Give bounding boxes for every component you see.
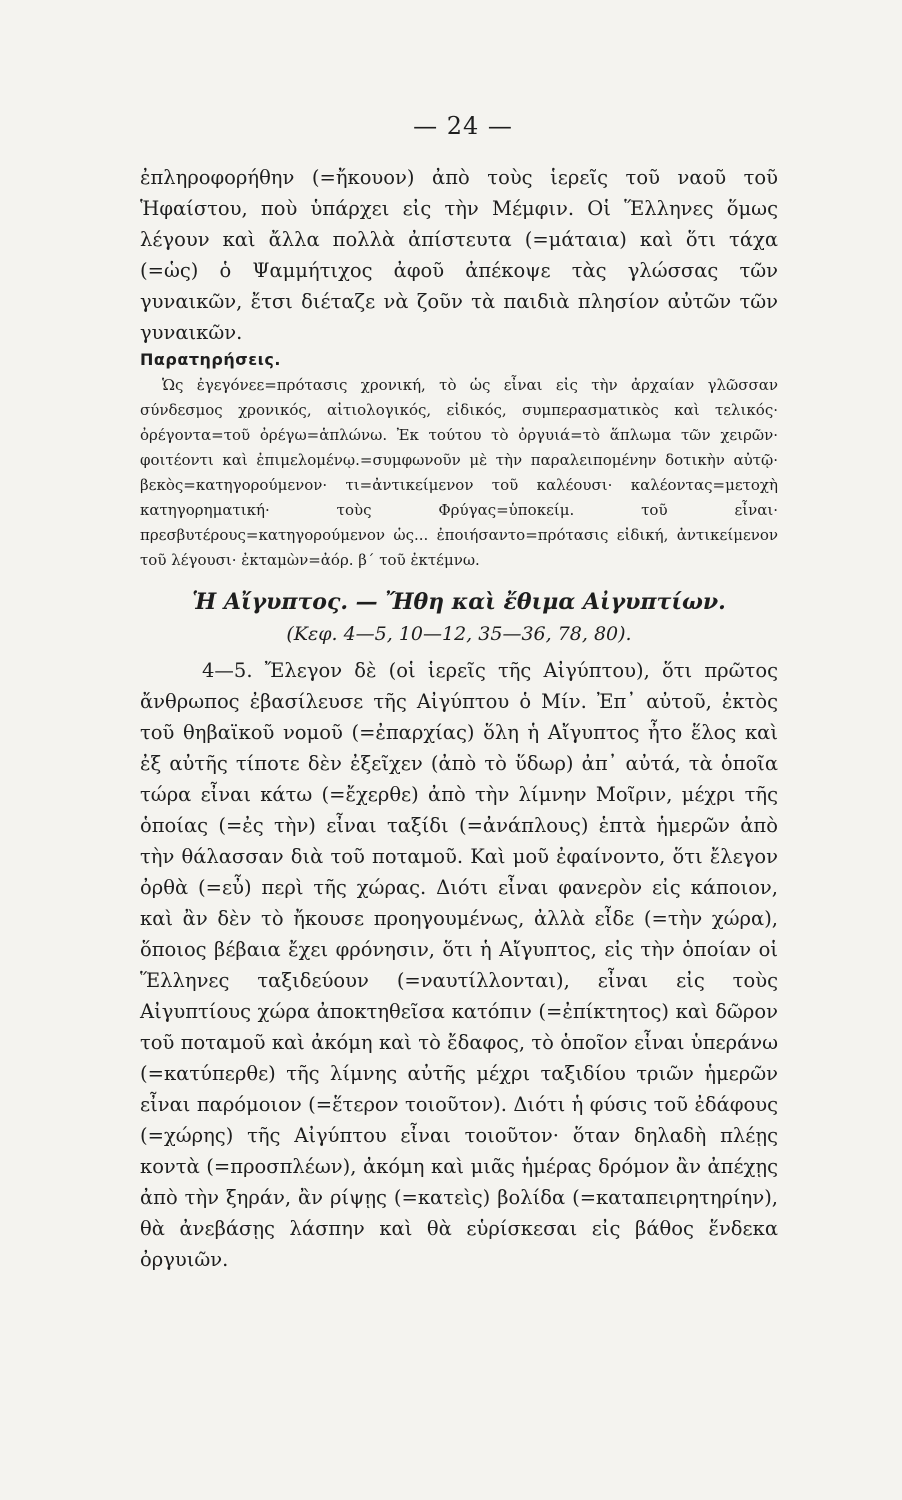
- section-subtitle: (Κεφ. 4—5, 10—12, 35—36, 78, 80).: [286, 623, 632, 645]
- notes-heading: Παρατηρήσεις.: [140, 350, 281, 369]
- page-number: — 24 —: [413, 112, 513, 140]
- book-page: [140, 112, 778, 1275]
- notes-text: Ὡς ἐγεγόνεε=πρότασις χρονική, τὸ ὡς εἶναι εἰς τὴν ἀρχαίαν γλῶσσαν σύνδεσμος χρονικός, αἰτιολογικός, εἰδικός, συμπερασματικὸς καὶ τελικός· ὀρέγοντα=τοῦ ὀρέγω=ἁπλώνω. Ἐκ τούτου τὸ ὀργυιά=τὸ ἅπλωμα τῶν χειρῶν· φοιτέοντι καὶ ἐπιμελομένῳ.=συμφωνοῦν μὲ τὴν παραλειπομένην δοτικὴν αὐτῷ· βεκὸς=κατηγορούμενον· τι=ἀντικείμενον τοῦ καλέουσι· καλέοντας=μετοχὴ κατηγορηματική· τοὺς Φρύγας=ὑποκείμ. τοῦ εἶναι· πρεσβυτέρους=κατηγορούμενον ὡς... ἐποιήσαντο=πρότασις εἰδική, ἀντικείμενον τοῦ λέγουσι· ἐκταμὼν=ἀόρ. β΄ τοῦ ἐκτέμνω.: [140, 376, 778, 569]
- paragraph-main: 4—5. Ἔλεγον δὲ (οἱ ἱερεῖς τῆς Αἰγύπτου), ὅτι πρῶτος ἄνθρωπος ἐβασίλευσε τῆς Αἰγύπτου ὁ Μίν. Ἐπ᾿ αὐτοῦ, ἐκτὸς τοῦ θηβαϊκοῦ νομοῦ (=ἐπαρχίας) ὅλη ἡ Αἴγυπτος ἦτο ἕλος καὶ ἐξ αὐτῆς τίποτε δὲν ἐξεῖχεν (ἀπὸ τὸ ὕδωρ) ἀπ᾿ αὐτά, τὰ ὁποῖα τώρα εἶναι κάτω (=ἔχερθε) ἀπὸ τὴν λίμνην Μοῖριν, μέχρι τῆς ὁποίας (=ἐς τὴν) εἶναι ταξίδι (=ἀνάπλους) ἑπτὰ ἡμερῶν ἀπὸ τὴν θάλασσαν διὰ τοῦ ποταμοῦ. Καὶ μοῦ ἐφαίνοντο, ὅτι ἔλεγον ὀρθὰ (=εὖ) περὶ τῆς χώρας. Διότι εἶναι φανερὸν εἰς κάποιον, καὶ ἂν δὲν τὸ ἤκουσε προηγουμένως, ἀλλὰ εἶδε (=τὴν χώρα), ὅποιος βέβαια ἔχει φρόνησιν, ὅτι ἡ Αἴγυπτος, εἰς τὴν ὁποίαν οἱ Ἕλληνες ταξιδεύουν (=ναυτίλλονται), εἶναι εἰς τοὺς Αἰγυπτίους χώρα ἀποκτηθεῖσα κατόπιν (=ἐπίκτητος) καὶ δῶρον τοῦ ποταμοῦ καὶ ἀκόμη καὶ τὸ ἔδαφος, τὸ ὁποῖον εἶναι ὑπεράνω (=κατύπερθε) τῆς λίμνης αὐτῆς μέχρι ταξιδίου τριῶν ἡμερῶν εἶναι παρόμοιον (=ἕτερον τοιοῦτον). Διότι ἡ φύσις τοῦ ἐδάφους (=χώρης) τῆς Αἰγύπτου εἶναι τοιοῦτον· ὅταν δηλαδὴ πλέῃς κοντὰ (=προσπλέων), ἀκόμη καὶ μιᾶς ἡμέρας δρόμον ἂν ἀπέχῃς ἀπὸ τὴν ξηράν, ἂν ρίψῃς (=κατεὶς) βολίδα (=καταπειρητηρίην), θὰ ἀνεβάσῃς λάσπην καὶ θὰ εὑρίσκεσαι εἰς βάθος ἕνδεκα ὀργυιῶν.: [140, 659, 778, 1271]
- section-title: Ἡ Αἴγυπτος. — Ἤθη καὶ ἔθιμα Αἰγυπτίων.: [192, 589, 726, 615]
- paragraph-continuation: ἐπληροφορήθην (=ἤκουον) ἀπὸ τοὺς ἱερεῖς τοῦ ναοῦ τοῦ Ἡφαίστου, ποὺ ὑπάρχει εἰς τὴν Μέμφιν. Οἱ Ἕλληνες ὅμως λέγουν καὶ ἄλλα πολλὰ ἀπίστευτα (=μάταια) καὶ ὅτι τάχα (=ὡς) ὁ Ψαμμήτιχος ἀφοῦ ἀπέκοψε τὰς γλώσσας τῶν γυναικῶν, ἔτσι διέταζε νὰ ζοῦν τὰ παιδιὰ πλησίον αὐτῶν τῶν γυναικῶν.: [140, 166, 778, 344]
